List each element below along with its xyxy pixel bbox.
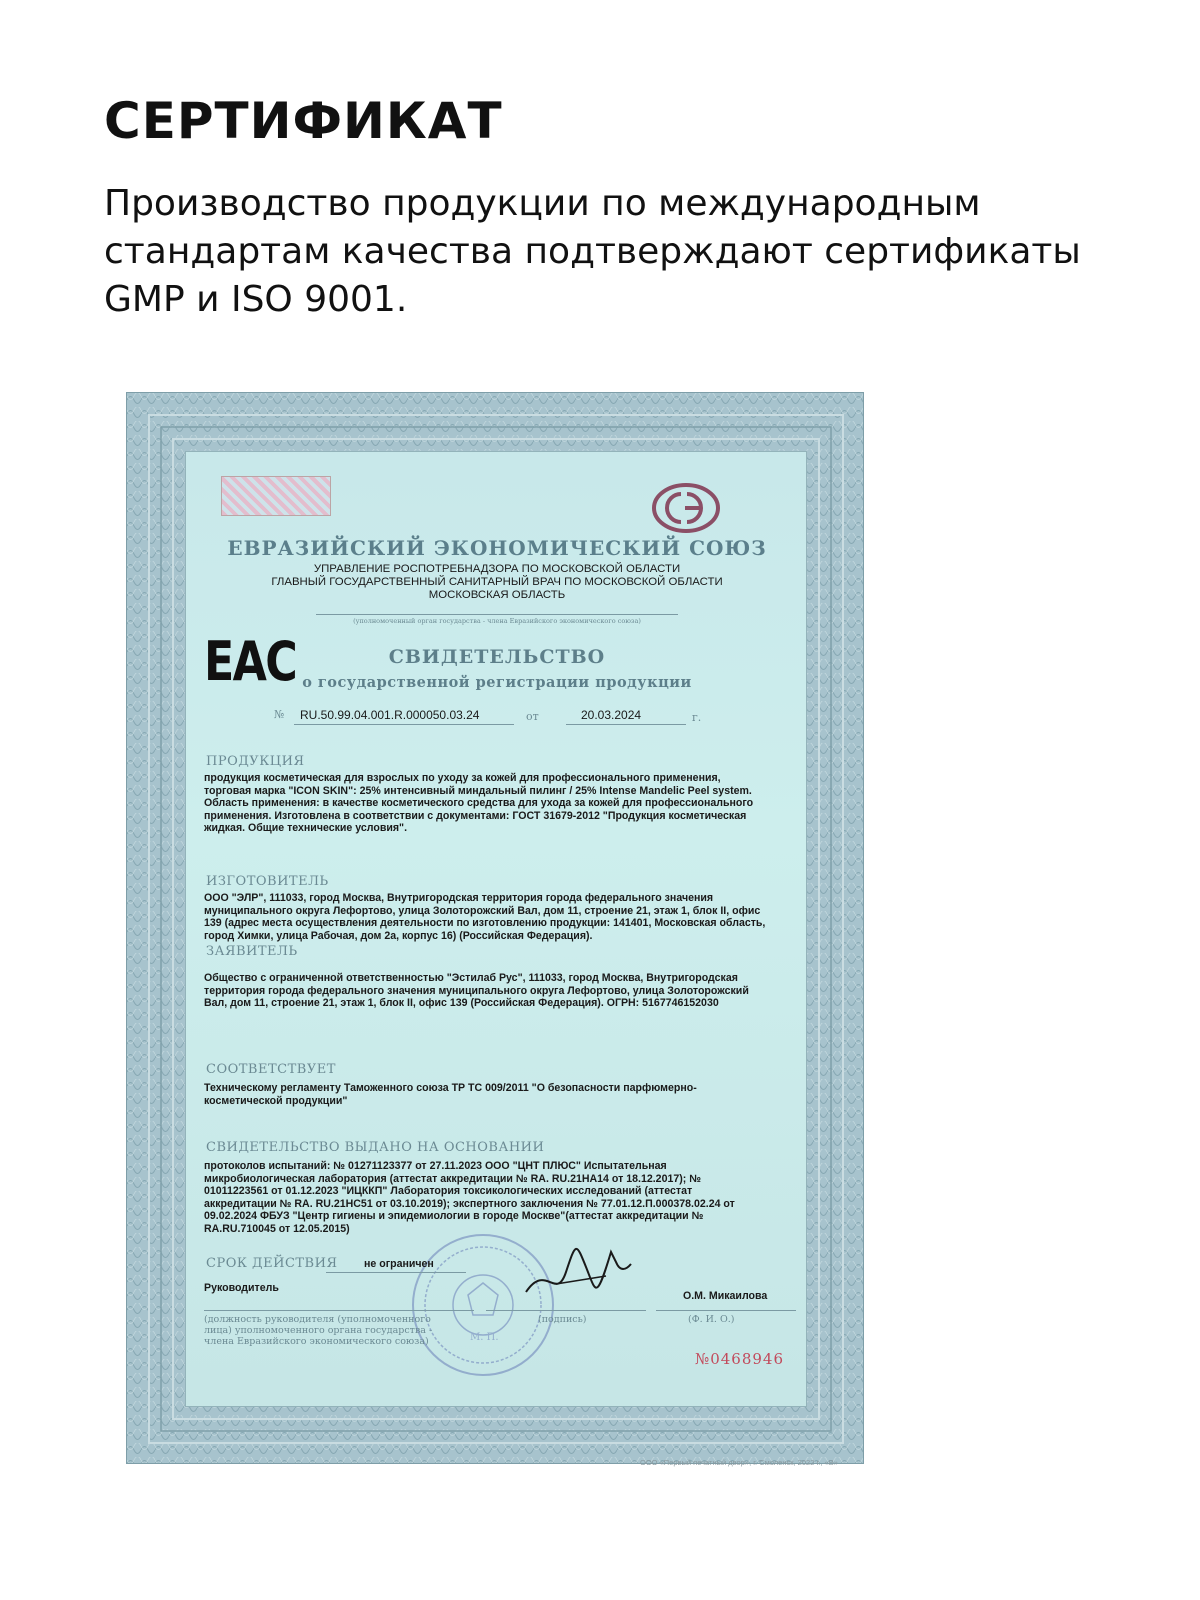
serial-number: №0468946 xyxy=(695,1350,784,1368)
page-subtitle: Производство продукции по международным стандартам качества подтверждают сертификаты GMP и ISO 9001. xyxy=(104,183,1081,320)
position-note-line: лица) уполномоченного органа государства - xyxy=(204,1325,433,1336)
validity-underline xyxy=(326,1272,466,1273)
applicant-line: Общество с ограниченной ответственностью "Эстилаб Рус", 111033, город Москва, Внутригородская xyxy=(204,972,738,984)
validity-value: не ограничен xyxy=(364,1258,434,1270)
position-note-line: (должность руководителя (уполномоченного xyxy=(204,1314,431,1325)
product-heading: ПРОДУКЦИЯ xyxy=(206,754,305,769)
registration-date: 20.03.2024 xyxy=(581,708,642,722)
certificate-image xyxy=(126,392,864,1464)
signature-note: (подпись) xyxy=(538,1314,587,1325)
document-title: СВИДЕТЕЛЬСТВО xyxy=(388,646,606,668)
product-line: торговая марка "ICON SKIN": 25% интенсивный миндальный пилинг / 25% Intense Mandelic Peel system. xyxy=(204,784,752,797)
manufacturer-line: 139 (адрес места осуществления деятельности по изготовлению продукции: 141401, Московская область, xyxy=(204,917,766,930)
certificate-body xyxy=(185,451,807,1407)
basis-line: аккредитации № RA. RU.21НС51 от 03.10.2019); экспертного заключения № 77.01.12.П.000378.02.24 от xyxy=(204,1197,735,1210)
basis-line: 09.02.2024 ФБУЗ "Центр гигиены и эпидемиологии в городе Москве"(аттестат аккредитации № xyxy=(204,1210,704,1223)
manufacturer-line: муниципального округа Лефортово, улица Золоторожский Вал, дом 11, строение 21, этаж 1, блок II, офис xyxy=(204,904,761,917)
authority-line: УПРАВЛЕНИЕ РОСПОТРЕБНАДЗОРА ПО МОСКОВСКОЙ ОБЛАСТИ xyxy=(313,563,681,575)
head-name: О.М. Микаилова xyxy=(683,1290,768,1302)
basis-line: RA.RU.710045 от 12.05.2015) xyxy=(204,1222,350,1235)
page-title: СЕРТИФИКАТ xyxy=(104,92,503,150)
basis-text xyxy=(204,1160,794,1236)
signature-icon xyxy=(516,1232,636,1312)
conforms-line: косметической продукции" xyxy=(204,1094,348,1107)
basis-line: протоколов испытаний: № 01271123377 от 27.11.2023 ООО "ЦНТ ПЛЮС" Испытательная xyxy=(204,1160,667,1172)
authority-block xyxy=(186,563,808,602)
applicant-text xyxy=(204,972,794,1010)
product-line: жидкая. Общие технические условия". xyxy=(204,822,408,835)
stamp-text: М. П. xyxy=(470,1332,499,1343)
document-subtitle: о государственной регистрации продукции xyxy=(302,674,692,691)
position-note xyxy=(204,1314,432,1347)
year-label: г. xyxy=(692,711,702,724)
se-logo-icon xyxy=(651,482,721,534)
hologram-sticker xyxy=(221,476,331,516)
authority-line: ГЛАВНЫЙ ГОСУДАРСТВЕННЫЙ САНИТАРНЫЙ ВРАЧ ПО МОСКОВСКОЙ ОБЛАСТИ xyxy=(271,576,723,588)
product-line: Область применения: в качестве косметического средства для ухода за кожей для профессионального xyxy=(204,797,754,810)
authority-note xyxy=(316,614,678,625)
authority-note-text: (уполномоченный орган государства - члена Евразийского экономического союза) xyxy=(353,617,641,625)
conforms-line: Техническому регламенту Таможенного союза ТР ТС 009/2011 "О безопасности парфюмерно- xyxy=(204,1082,697,1094)
manufacturer-line: ООО "ЭЛР", 111033, город Москва, Внутригородская территория города федерального значения xyxy=(204,892,714,904)
product-line: применения. Изготовлена в соответствии с документами: ГОСТ 31679-2012 "Продукция косметическая xyxy=(204,809,747,822)
manufacturer-text xyxy=(204,892,794,942)
applicant-heading: ЗАЯВИТЕЛЬ xyxy=(206,944,298,959)
manufacturer-heading: ИЗГОТОВИТЕЛЬ xyxy=(206,874,329,889)
number-underline xyxy=(294,724,514,725)
name-line xyxy=(656,1310,796,1311)
applicant-line: Вал, дом 11, строение 21, этаж 1, блок II, офис 139 (Российская Федерация). ОГРН: 5167746152030 xyxy=(204,997,719,1010)
union-title: ЕВРАЗИЙСКИЙ ЭКОНОМИЧЕСКИЙ СОЮЗ xyxy=(227,536,767,560)
position-note-line: члена Евразийского экономического союза) xyxy=(204,1336,429,1347)
basis-line: 01011223561 от 01.12.2023 "ИЦККП" Лаборатория токсикологических исследований (аттестат xyxy=(204,1185,693,1198)
conforms-heading: СООТВЕТСТВУЕТ xyxy=(206,1062,336,1077)
signature-line xyxy=(486,1310,646,1311)
authority-line: МОСКОВСКАЯ ОБЛАСТЬ xyxy=(428,589,566,601)
conforms-text xyxy=(204,1082,794,1107)
name-note: (Ф. И. О.) xyxy=(688,1314,735,1325)
product-line: продукция косметическая для взрослых по уходу за кожей для профессионального применения, xyxy=(204,772,721,784)
validity-heading: СРОК ДЕЙСТВИЯ xyxy=(206,1256,338,1271)
product-text xyxy=(204,772,794,835)
from-label: от xyxy=(526,710,539,723)
basis-line: микробиологическая лаборатория (аттестат аккредитации № RA. RU.21НА14 от 18.12.2017); № xyxy=(204,1172,702,1185)
print-note: ООО «Первый печатный двор», г. Смоленск, 2022 г., «В» xyxy=(640,1458,838,1467)
applicant-line: территория города федерального значения муниципального округа Лефортово, улица Золоторожский xyxy=(204,984,749,997)
basis-heading: СВИДЕТЕЛЬСТВО ВЫДАНО НА ОСНОВАНИИ xyxy=(206,1140,545,1155)
position-line xyxy=(204,1310,474,1311)
head-label: Руководитель xyxy=(204,1282,279,1294)
registration-number: RU.50.99.04.001.R.000050.03.24 xyxy=(300,708,480,722)
eac-mark: ЕАС xyxy=(204,630,297,693)
date-underline xyxy=(566,724,686,725)
number-label: № xyxy=(274,708,285,721)
manufacturer-line: город Химки, улица Рабочая, дом 2а, корпус 16) (Российская Федерация). xyxy=(204,929,593,942)
